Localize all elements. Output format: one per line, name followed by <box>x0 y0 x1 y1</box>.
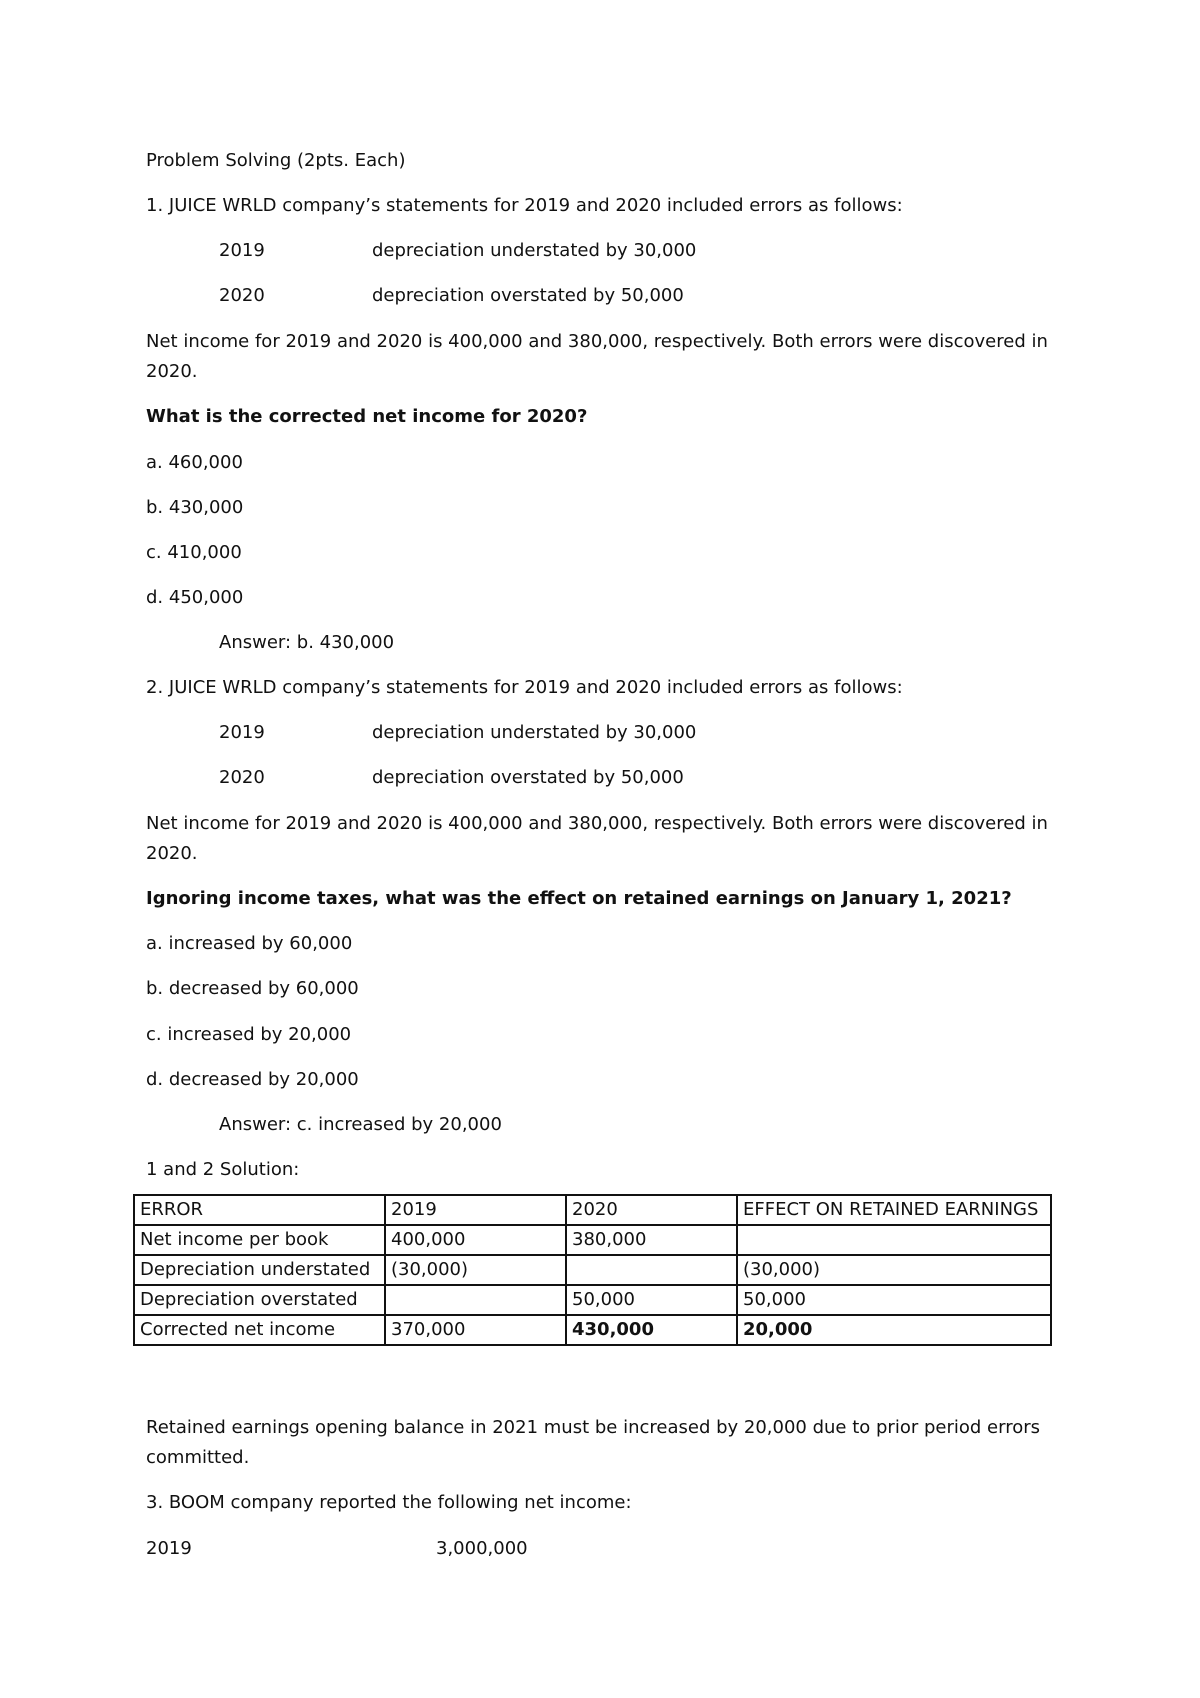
table-cell: 50,000 <box>737 1285 1051 1315</box>
q1-error-desc: depreciation understated by 30,000 <box>372 240 697 261</box>
q2-net-income-line: Net income for 2019 and 2020 is 400,000 and 380,000, respectively. Both errors were discovered in <box>146 813 1048 834</box>
q1-choice-b: b. 430,000 <box>146 497 244 518</box>
q1-error-year: 2020 <box>219 285 265 306</box>
q2-choice-b: b. decreased by 60,000 <box>146 978 359 999</box>
table-cell <box>566 1255 737 1285</box>
table-cell: 370,000 <box>385 1315 566 1345</box>
table-header-row <box>134 1195 1051 1225</box>
q1-choice-a: a. 460,000 <box>146 452 243 473</box>
q2-question: Ignoring income taxes, what was the effect on retained earnings on January 1, 2021? <box>146 888 1012 909</box>
q3-net-income-value: 3,000,000 <box>436 1538 528 1559</box>
table-cell: 380,000 <box>566 1225 737 1255</box>
solution-note-cont: committed. <box>146 1447 250 1468</box>
table-header-cell: EFFECT ON RETAINED EARNINGS <box>737 1195 1051 1225</box>
q2-choice-c: c. increased by 20,000 <box>146 1024 352 1045</box>
q1-net-income-line-cont: 2020. <box>146 361 198 382</box>
q1-choice-d: d. 450,000 <box>146 587 244 608</box>
table-cell: Corrected net income <box>134 1315 385 1345</box>
table-cell: 430,000 <box>566 1315 737 1345</box>
q2-error-year: 2019 <box>219 722 265 743</box>
q2-intro: 2. JUICE WRLD company’s statements for 2019 and 2020 included errors as follows: <box>146 677 903 698</box>
table-cell <box>737 1225 1051 1255</box>
table-header-cell: 2020 <box>566 1195 737 1225</box>
table-row-total <box>134 1315 1051 1345</box>
q1-error-year: 2019 <box>219 240 265 261</box>
q1-choice-c: c. 410,000 <box>146 542 242 563</box>
table-cell: Depreciation understated <box>134 1255 385 1285</box>
table-cell: 50,000 <box>566 1285 737 1315</box>
solution-table <box>133 1194 1052 1346</box>
q2-choice-a: a. increased by 60,000 <box>146 933 353 954</box>
q2-error-desc: depreciation overstated by 50,000 <box>372 767 684 788</box>
q1-error-desc: depreciation overstated by 50,000 <box>372 285 684 306</box>
solution-title: 1 and 2 Solution: <box>146 1159 300 1180</box>
q1-intro: 1. JUICE WRLD company’s statements for 2019 and 2020 included errors as follows: <box>146 195 903 216</box>
q1-net-income-line: Net income for 2019 and 2020 is 400,000 and 380,000, respectively. Both errors were discovered in <box>146 331 1048 352</box>
q3-year: 2019 <box>146 1538 192 1559</box>
table-row <box>134 1255 1051 1285</box>
table-row <box>134 1225 1051 1255</box>
q2-choice-d: d. decreased by 20,000 <box>146 1069 359 1090</box>
table-cell: (30,000) <box>737 1255 1051 1285</box>
q2-net-income-line-cont: 2020. <box>146 843 198 864</box>
table-cell <box>385 1285 566 1315</box>
section-heading: Problem Solving (2pts. Each) <box>146 150 406 171</box>
table-cell: Depreciation overstated <box>134 1285 385 1315</box>
table-cell: 400,000 <box>385 1225 566 1255</box>
q1-answer: Answer: b. 430,000 <box>219 632 395 653</box>
q2-error-year: 2020 <box>219 767 265 788</box>
table-header-cell: ERROR <box>134 1195 385 1225</box>
q3-intro: 3. BOOM company reported the following net income: <box>146 1492 632 1513</box>
solution-note: Retained earnings opening balance in 2021 must be increased by 20,000 due to prior period errors <box>146 1417 1040 1438</box>
table-header-cell: 2019 <box>385 1195 566 1225</box>
table-cell: Net income per book <box>134 1225 385 1255</box>
q2-error-desc: depreciation understated by 30,000 <box>372 722 697 743</box>
q2-answer: Answer: c. increased by 20,000 <box>219 1114 502 1135</box>
q1-question: What is the corrected net income for 2020? <box>146 406 588 427</box>
table-cell: (30,000) <box>385 1255 566 1285</box>
table-row <box>134 1285 1051 1315</box>
table-cell: 20,000 <box>737 1315 1051 1345</box>
